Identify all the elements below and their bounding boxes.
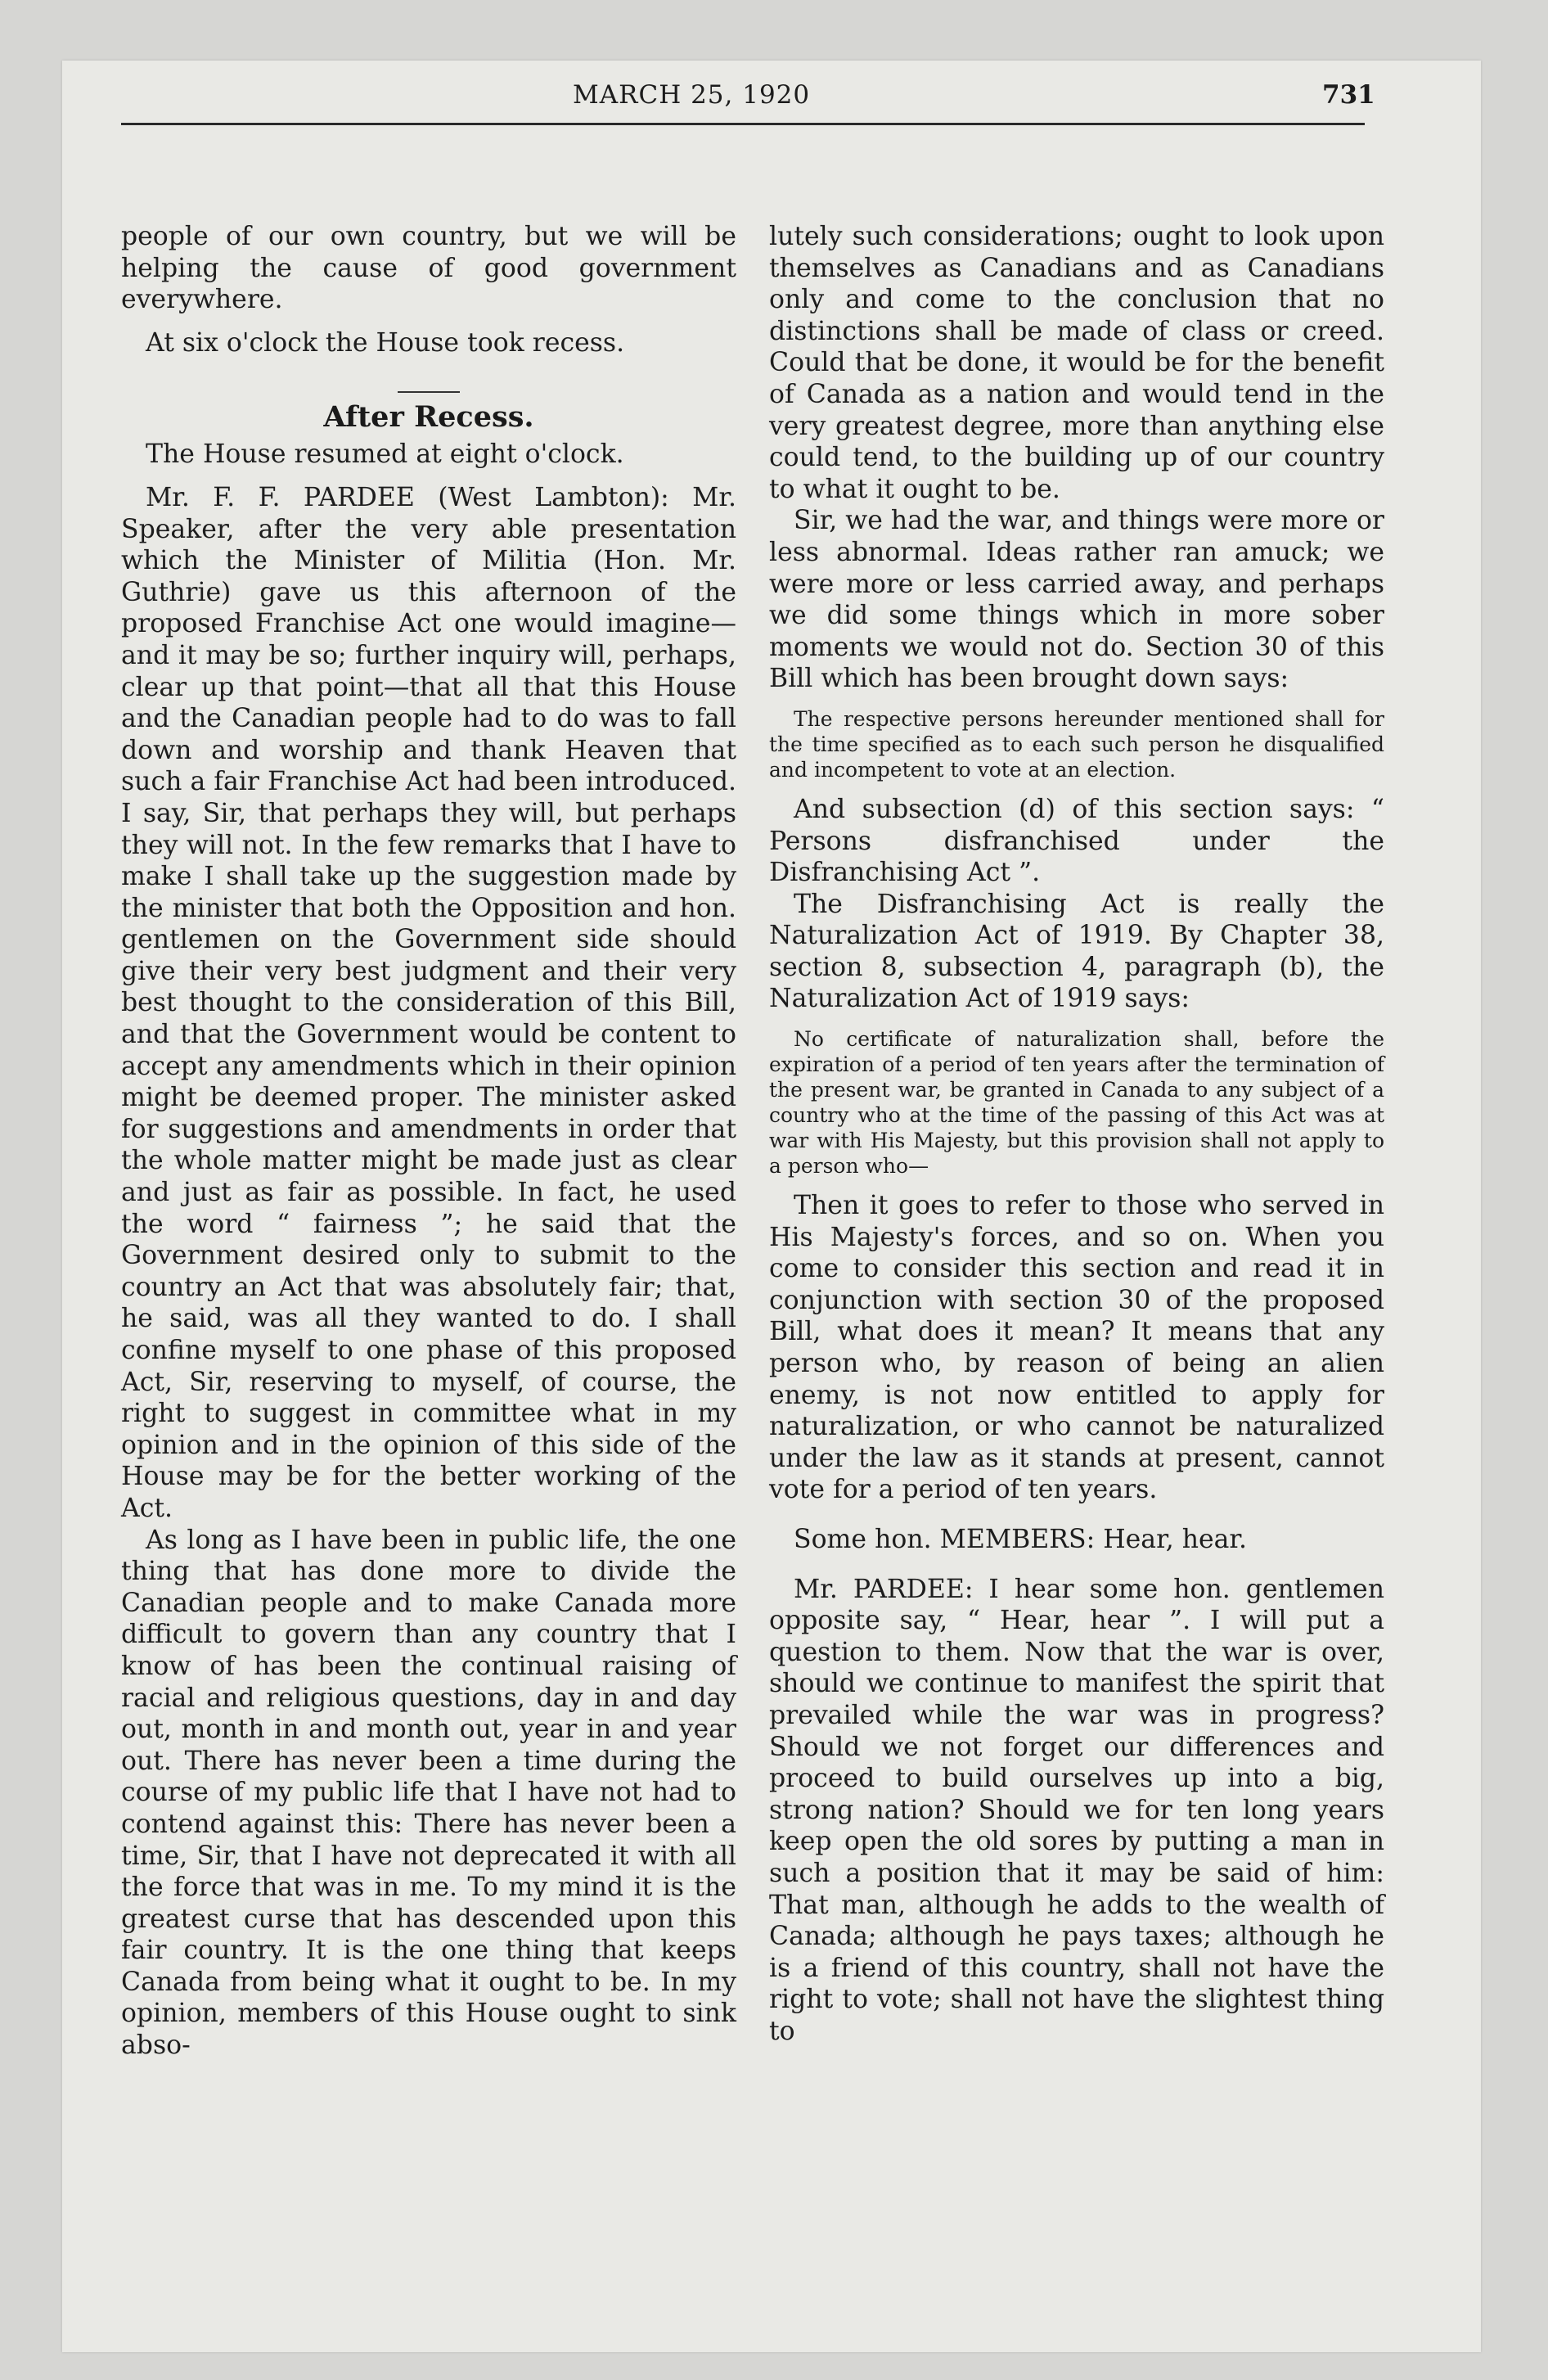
paragraph: The Disfranchising Act is really the Naturalization Act of 1919. By Chapter 38, section 8, subsection 4, paragraph (b), the Naturalization Act of 1919 says:: [769, 889, 1384, 1014]
paragraph: people of our own country, but we will be helping the cause of good government everywhere.: [121, 222, 736, 315]
paragraph: Then it goes to refer to those who served in His Majesty's forces, and so on. When you come to consider this section and read it in conjunction with section 30 of the proposed Bill, what does it mean? It means that any person who, by reason of being an alien enemy, is not now entitled to apply for naturalization, or who cannot be naturalized under the law as it stands at present, cannot vote for a period of ten years.: [769, 1191, 1384, 1505]
section-divider: [398, 391, 460, 393]
block-quote: The respective persons hereunder mentioned shall for the time specified as to each such person he disqualified and incompetent to vote at an election.: [769, 706, 1384, 782]
paragraph: Mr. F. F. PARDEE (West Lambton): Mr. Speaker, after the very able presentation which the Minister of Militia (Hon. Mr. Guthrie) gave us this afternoon of the proposed Franchise Act one would imagine—and it may be so; further inquiry will, perhaps, clear up that point—that all that this House and the Canadian people had to do was to fall down and worship and thank Heaven that such a fair Franchise Act had been introduced. I say, Sir, that perhaps they will, but perhaps they will not. In the few remarks that I have to make I shall take up the suggestion made by the minister that both the Opposition and hon. gentlemen on the Government side should give their very best judgment and their very best thought to the consideration of this Bill, and that the Government would be content to accept any amendments which in their opinion might be deemed proper. The minister asked for suggestions and amendments in order that the whole matter might be made just as clear and just as fair as possible. In fact, he used the word “ fairness ”; he said that the Government desired only to submit to the country an Act that was absolutely fair; that, he said, was all they wanted to do. I shall confine myself to one phase of this proposed Act, Sir, reserving to myself, of course, the right to suggest in committee what in my opinion and in the opinion of this side of the House may be for the better working of the Act.: [121, 482, 736, 1523]
paragraph: Mr. PARDEE: I hear some hon. gentlemen opposite say, “ Hear, hear ”. I will put a question to them. Now that the war is over, should we continue to manifest the spirit that prevailed while the war was in progress? Should we not forget our differences and proceed to build ourselves up into a big, strong nation? Should we for ten long years keep open the old sores by putting a man in such a position that it may be said of him: That man, although he adds to the wealth of Canada; although he pays taxes; although he is a friend of this country, shall not have the right to vote; shall not have the slightest thing to: [769, 1574, 1384, 2046]
paragraph: lutely such considerations; ought to look upon themselves as Canadians and as Canadians only and come to the conclusion that no distinctions shall be made of class or creed. Could that be done, it would be for the benefit of Canada as a nation and would tend in the very greatest degree, more than anything else could tend, to the building up of our country to what it ought to be.: [769, 222, 1384, 504]
left-column: [121, 221, 736, 2062]
page-number: 731: [1322, 80, 1375, 110]
section-heading: After Recess.: [323, 400, 534, 435]
block-quote: No certificate of naturalization shall, before the expiration of a period of ten years after the termination of the present war, be granted in Canada to any subject of a country who at the time of the passing of this Act was at war with His Majesty, but this provision shall not apply to a person who—: [769, 1027, 1384, 1179]
running-header-date: MARCH 25, 1920: [573, 80, 811, 110]
paragraph: And subsection (d) of this section says: “ Persons disfranchised under the Disfranchising Act ”.: [769, 794, 1384, 888]
paragraph: At six o'clock the House took recess.: [146, 327, 625, 358]
right-column: [769, 221, 1384, 2048]
paragraph: Sir, we had the war, and things were more or less abnormal. Ideas rather ran amuck; we were more or less carried away, and perhaps we did some things which in more sober moments we would not do. Section 30 of this Bill which has been brought down says:: [769, 506, 1384, 694]
paragraph: As long as I have been in public life, the one thing that has done more to divide the Canadian people and to make Canada more difficult to govern than any country that I know of has been the continual raising of racial and religious questions, day in and day out, month in and month out, year in and year out. There has never been a time during the course of my public life that I have not had to contend against this: There has never been a time, Sir, that I have not deprecated it with all the force that was in me. To my mind it is the greatest curse that has descended upon this fair country. It is the one thing that keeps Canada from being what it ought to be. In my opinion, members of this House ought to sink abso-: [121, 1525, 736, 2061]
paragraph: The House resumed at eight o'clock.: [146, 439, 624, 470]
paragraph: Some hon. MEMBERS: Hear, hear.: [794, 1525, 1248, 1554]
header-rule: [121, 123, 1365, 125]
